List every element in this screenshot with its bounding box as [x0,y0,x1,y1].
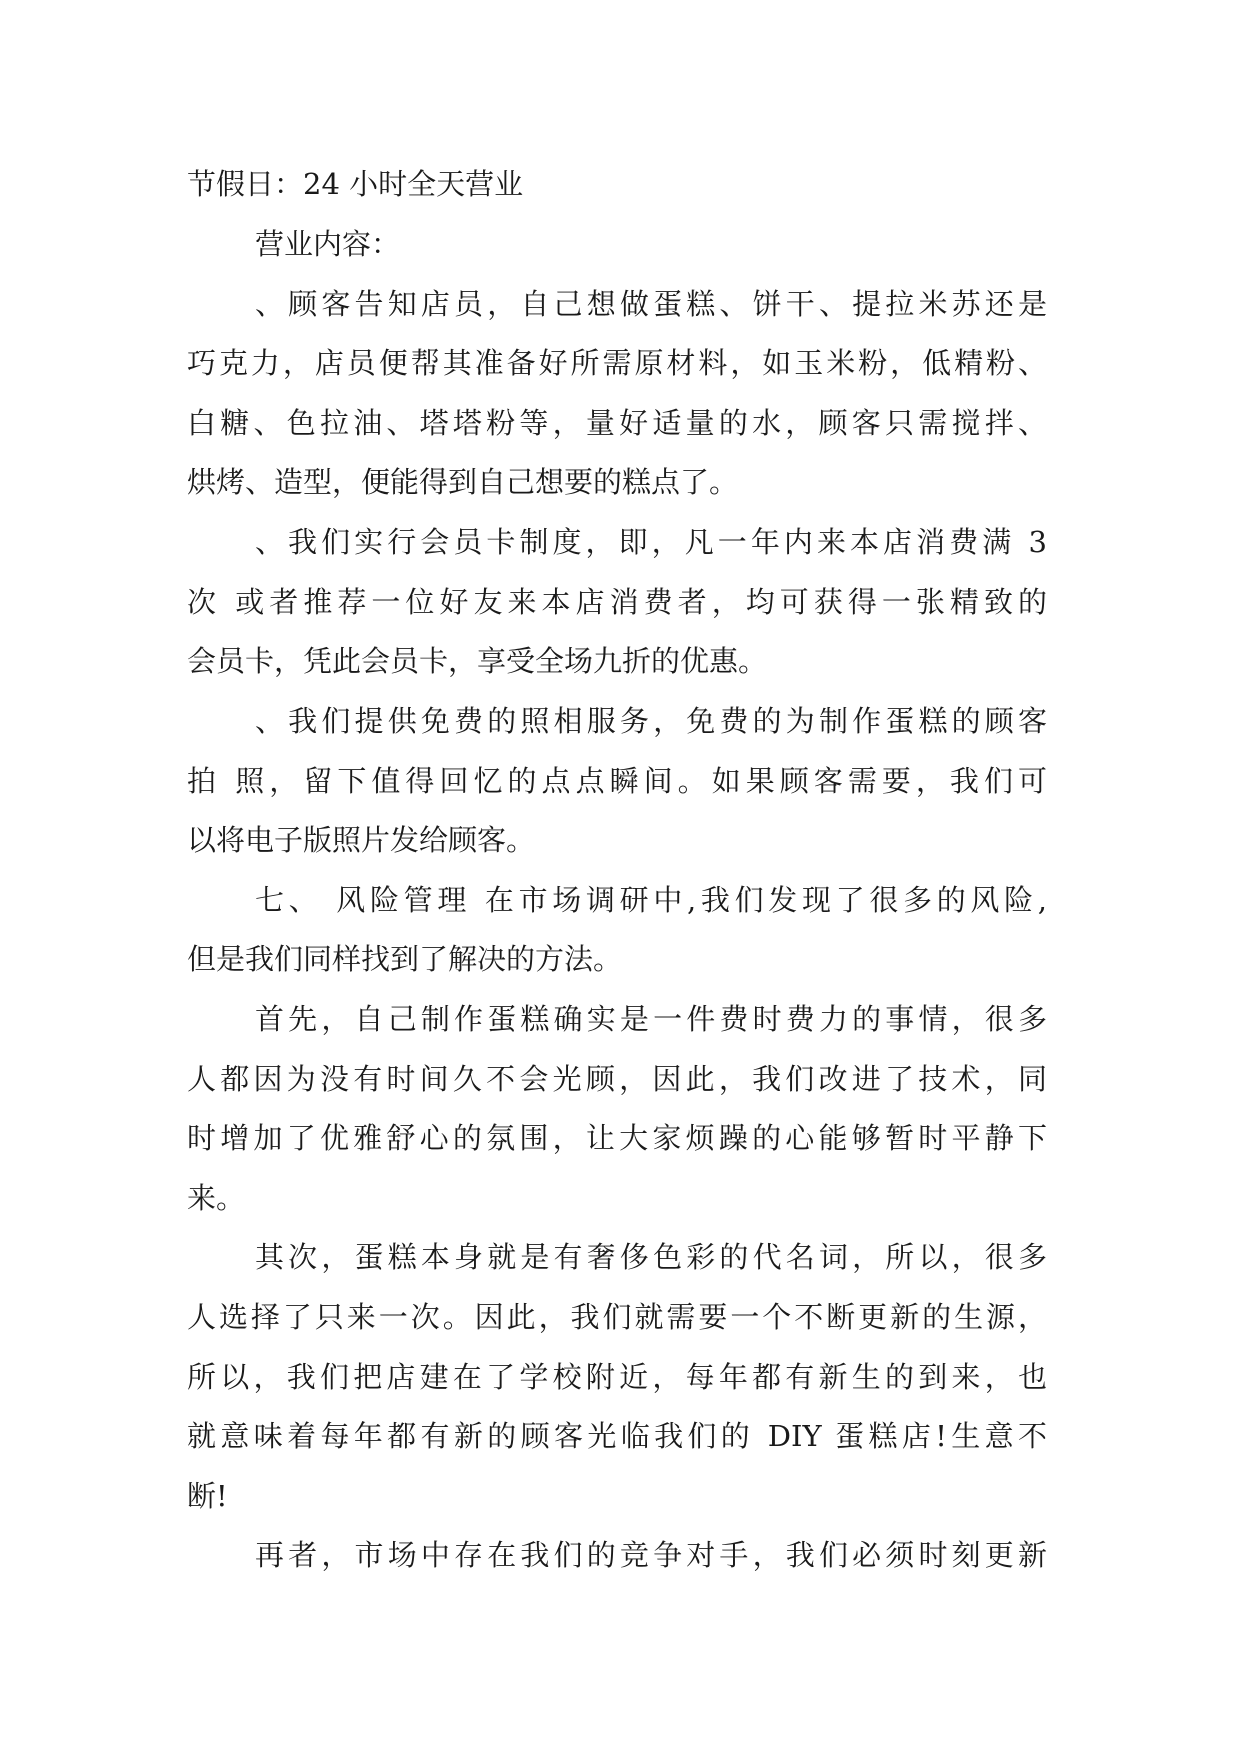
paragraph-line: 人都因为没有时间久不会光顾，因此，我们改进了技术，同 [187,1062,1047,1096]
paragraph-line: 、我们提供免费的照相服务，免费的为制作蛋糕的顾客 [255,704,1047,738]
paragraph-line: 人选择了只来一次。因此，我们就需要一个不断更新的生源， [187,1300,1047,1334]
section-heading-risk-management: 七、 风险管理 在市场调研中,我们发现了很多的风险, [255,883,1047,917]
paragraph-line: 时增加了优雅舒心的氛围，让大家烦躁的心能够暂时平静下 [187,1121,1047,1155]
paragraph-line: 以将电子版照片发给顾客。 [187,823,536,857]
paragraph-line: 会员卡，凭此会员卡，享受全场九折的优惠。 [187,644,768,678]
paragraph-line: 但是我们同样找到了解决的方法。 [187,942,623,976]
paragraph-line: 、我们实行会员卡制度，即，凡一年内来本店消费满 3 [255,525,1047,559]
paragraph-line: 首先，自己制作蛋糕确实是一件费时费力的事情，很多 [255,1002,1047,1036]
paragraph-line: 就意味着每年都有新的顾客光临我们的 DIY 蛋糕店!生意不 [187,1419,1047,1453]
paragraph-line: 其次，蛋糕本身就是有奢侈色彩的代名词，所以，很多 [255,1240,1047,1274]
paragraph-line: 拍 照，留下值得回忆的点点瞬间。如果顾客需要，我们可 [187,764,1047,798]
paragraph-line: 白糖、色拉油、塔塔粉等，量好适量的水，顾客只需搅拌、 [187,406,1047,440]
paragraph-line: 巧克力，店员便帮其准备好所需原材料，如玉米粉，低精粉、 [187,346,1047,380]
business-hours-line: 节假日：24 小时全天营业 [187,167,524,201]
paragraph-line: 再者，市场中存在我们的竞争对手，我们必须时刻更新 [255,1538,1047,1572]
paragraph-line: 次 或者推荐一位好友来本店消费者，均可获得一张精致的 [187,585,1047,619]
paragraph-line: 所以，我们把店建在了学校附近，每年都有新生的到来，也 [187,1360,1047,1394]
paragraph-line: 断! [187,1479,228,1513]
paragraph-line: 来。 [187,1181,246,1215]
paragraph-line: 、顾客告知店员，自己想做蛋糕、饼干、提拉米苏还是 [255,287,1047,321]
paragraph-line: 烘烤、造型，便能得到自己想要的糕点了。 [187,465,739,499]
business-content-heading: 营业内容： [255,227,401,261]
